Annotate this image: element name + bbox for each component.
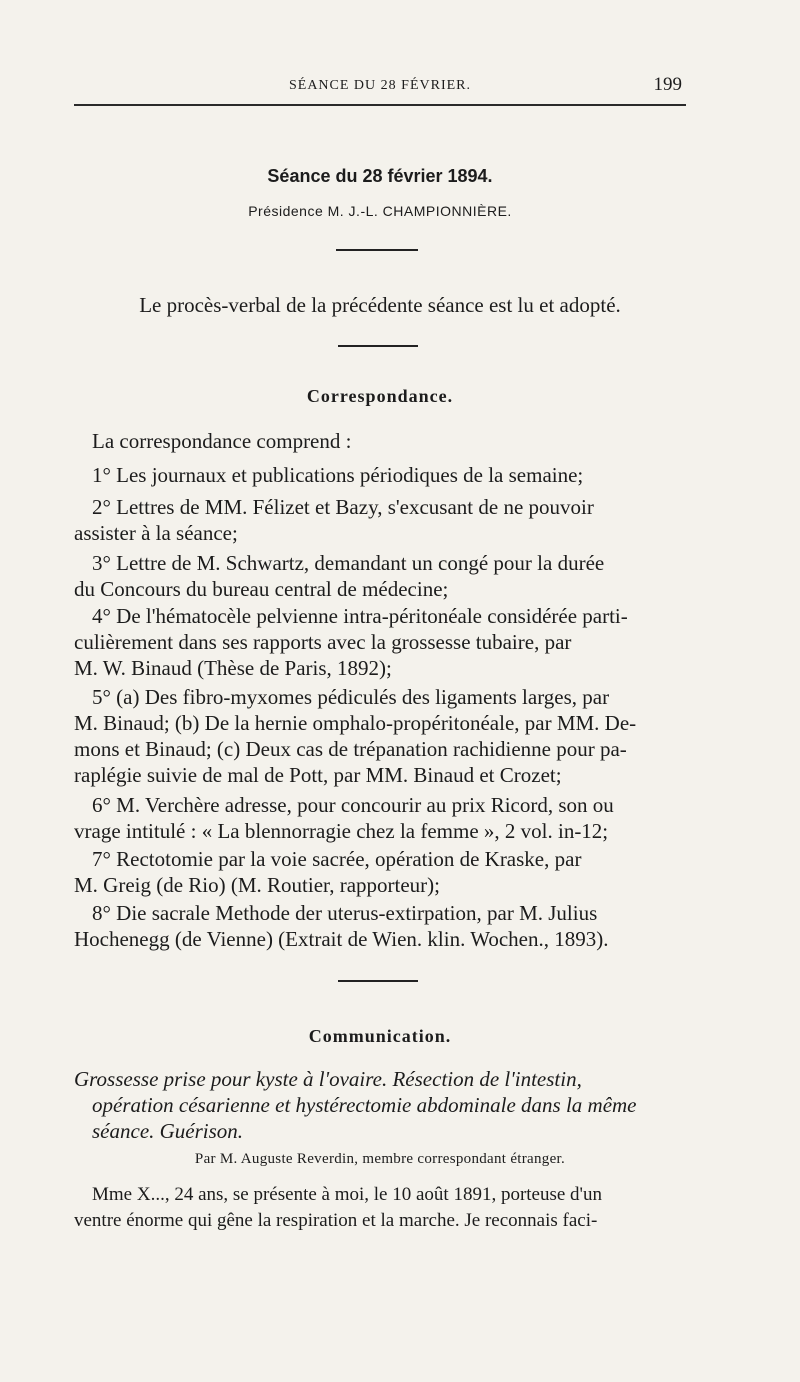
communication-author: Par M. Auguste Reverdin, membre correspondant étranger. bbox=[194, 1151, 566, 1167]
item-line: 5° (a) Des fibro-myxomes pédiculés des ligaments larges, par bbox=[92, 685, 610, 709]
correspondance-item-3 bbox=[74, 550, 700, 602]
intro-line: La correspondance comprend : bbox=[92, 429, 352, 453]
item-line: 4° De l'hématocèle pelvienne intra-péritonéale considérée parti- bbox=[92, 604, 628, 628]
header-rule bbox=[74, 104, 686, 106]
separator-rule bbox=[338, 980, 418, 982]
correspondance-item-1 bbox=[74, 462, 700, 488]
correspondance-item-8 bbox=[74, 900, 700, 952]
correspondance-intro bbox=[74, 428, 700, 454]
session-presidence: Présidence M. J.-L. CHAMPIONNIÈRE. bbox=[248, 203, 512, 219]
communication-body bbox=[74, 1182, 700, 1234]
running-title: SÉANCE DU 28 FÉVRIER. bbox=[288, 78, 471, 93]
item-line: M. Greig (de Rio) (M. Routier, rapporteur); bbox=[74, 873, 440, 897]
correspondance-item-6 bbox=[74, 792, 700, 844]
communication-title bbox=[74, 1066, 700, 1144]
item-line: 7° Rectotomie par la voie sacrée, opération de Kraske, par bbox=[92, 847, 582, 871]
running-head bbox=[74, 76, 686, 100]
title-line: Grossesse prise pour kyste à l'ovaire. Résection de l'intestin, bbox=[74, 1067, 582, 1091]
correspondance-heading: Correspondance. bbox=[306, 386, 454, 406]
proces-verbal: Le procès-verbal de la précédente séance est lu et adopté. bbox=[139, 293, 621, 317]
item-line: du Concours du bureau central de médecine; bbox=[74, 577, 449, 601]
item-line: culièrement dans ses rapports avec la grossesse tubaire, par bbox=[74, 630, 572, 654]
item-line: mons et Binaud; (c) Deux cas de trépanation rachidienne pour pa- bbox=[74, 737, 627, 761]
item-line: assister à la séance; bbox=[74, 521, 238, 545]
item-line: Hochenegg (de Vienne) (Extrait de Wien. klin. Wochen., 1893). bbox=[74, 927, 609, 951]
item-line: M. Binaud; (b) De la hernie omphalo-propéritonéale, par MM. De- bbox=[74, 711, 637, 735]
item-line: 1° Les journaux et publications périodiques de la semaine; bbox=[92, 463, 584, 487]
item-line: vrage intitulé : « La blennorragie chez la femme », 2 vol. in-12; bbox=[74, 819, 609, 843]
correspondance-item-7 bbox=[74, 846, 700, 898]
correspondance-item-2 bbox=[74, 494, 700, 546]
item-line: 3° Lettre de M. Schwartz, demandant un congé pour la durée bbox=[92, 551, 605, 575]
title-line: séance. Guérison. bbox=[92, 1119, 244, 1143]
item-line: raplégie suivie de mal de Pott, par MM. Binaud et Crozet; bbox=[74, 763, 562, 787]
correspondance-item-4 bbox=[74, 603, 700, 681]
body-line: ventre énorme qui gêne la respiration et la marche. Je reconnais faci- bbox=[74, 1210, 598, 1231]
item-line: 2° Lettres de MM. Félizet et Bazy, s'excusant de ne pouvoir bbox=[92, 495, 594, 519]
communication-heading: Communication. bbox=[308, 1026, 452, 1046]
item-line: M. W. Binaud (Thèse de Paris, 1892); bbox=[74, 656, 392, 680]
correspondance-item-5 bbox=[74, 684, 700, 788]
title-line: opération césarienne et hystérectomie abdominale dans la même bbox=[92, 1093, 637, 1117]
separator-rule bbox=[336, 249, 418, 251]
page-number: 199 bbox=[653, 74, 682, 95]
separator-rule bbox=[338, 345, 418, 347]
body-line: Mme X..., 24 ans, se présente à moi, le 10 août 1891, porteuse d'un bbox=[92, 1184, 602, 1205]
item-line: 6° M. Verchère adresse, pour concourir au prix Ricord, son ou bbox=[92, 793, 614, 817]
item-line: 8° Die sacrale Methode der uterus-extirpation, par M. Julius bbox=[92, 901, 598, 925]
session-title: Séance du 28 février 1894. bbox=[267, 166, 493, 186]
